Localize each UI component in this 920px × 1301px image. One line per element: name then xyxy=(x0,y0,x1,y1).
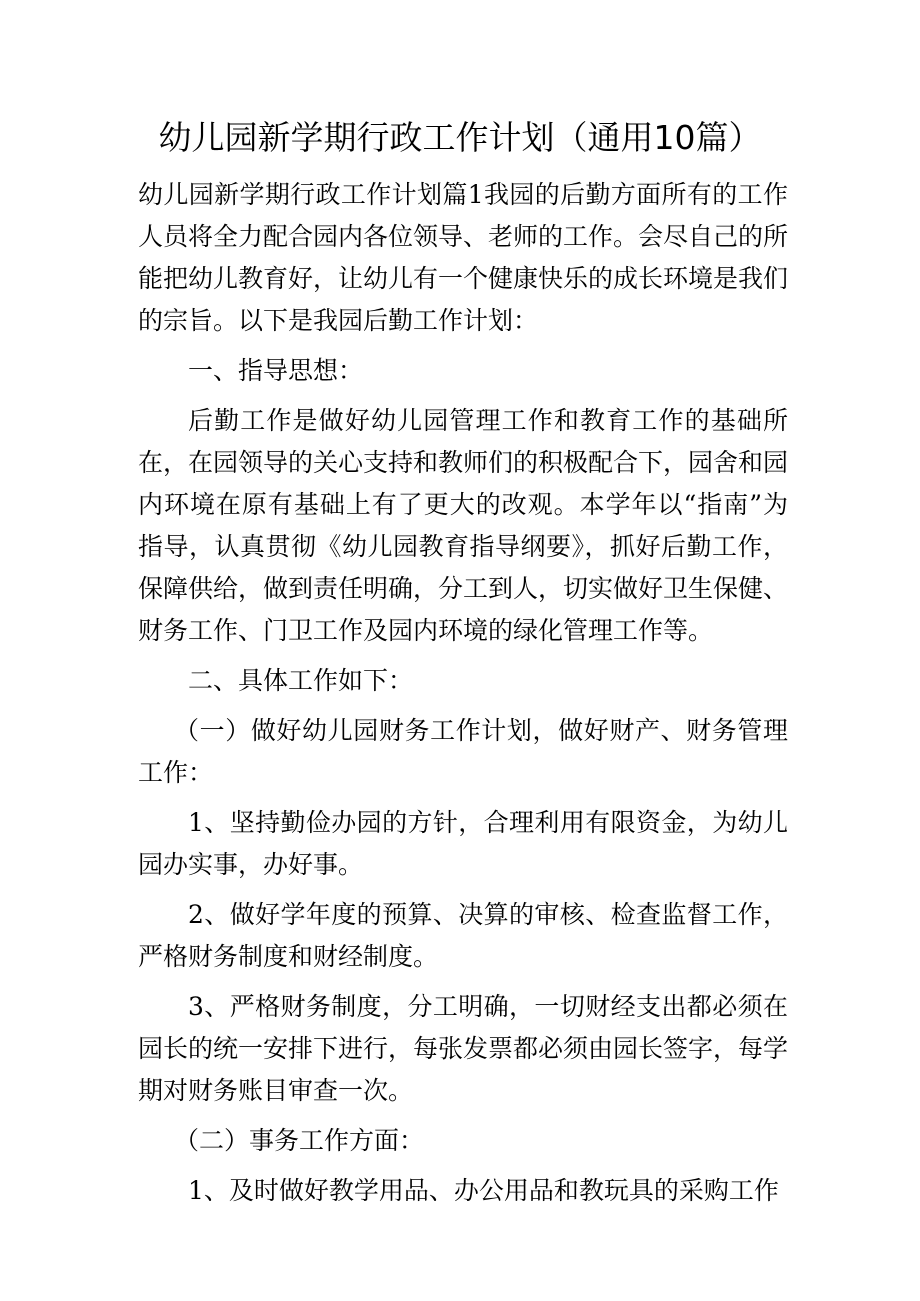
list-item-finance-2: 2、做好学年度的预算、决算的审核、检查监督工作，严格财务制度和财经制度。 xyxy=(138,900,788,971)
subheading-affairs: （二）事务工作方面： xyxy=(174,1126,425,1155)
document-title: 幼儿园新学期行政工作计划（通用10篇） xyxy=(158,118,762,157)
heading-guiding-ideology: 一、指导思想： xyxy=(188,356,364,385)
paragraph-intro: 幼儿园新学期行政工作计划篇1我园的后勤方面所有的工作人员将全力配合园内各位领导、老师的工作。会尽自己的所能把幼儿教育好，让幼儿有一个健康快乐的成长环境是我们的宗旨。以下是我园后勤工作计划： xyxy=(138,180,789,335)
document-body xyxy=(138,174,788,1220)
paragraph-logistics-overview: 后勤工作是做好幼儿园管理工作和教育工作的基础所在，在园领导的关心支持和教师们的积极配合下，园舍和园内环境在原有基础上有了更大的改观。本学年以“指南”为指导，认真贯彻《幼儿园教育指导纲要》，抓好后勤工作，保障供给，做到责任明确，分工到人，切实做好卫生保健、财务工作、门卫工作及园内环境的绿化管理工作等。 xyxy=(138,406,789,645)
heading-specific-work: 二、具体工作如下： xyxy=(188,666,414,695)
list-item-finance-3: 3、严格财务制度，分工明确，一切财经支出都必须在园长的统一安排下进行，每张发票都必须由园长签字，每学期对财务账目审查一次。 xyxy=(138,992,789,1105)
list-item-finance-1: 1、坚持勤俭办园的方针，合理利用有限资金，为幼儿园办实事，办好事。 xyxy=(138,808,788,879)
subheading-finance: （一）做好幼儿园财务工作计划，做好财产、财务管理工作： xyxy=(138,716,788,787)
list-item-affairs-1: 1、及时做好教学用品、办公用品和教玩具的采购工作 xyxy=(188,1176,779,1205)
